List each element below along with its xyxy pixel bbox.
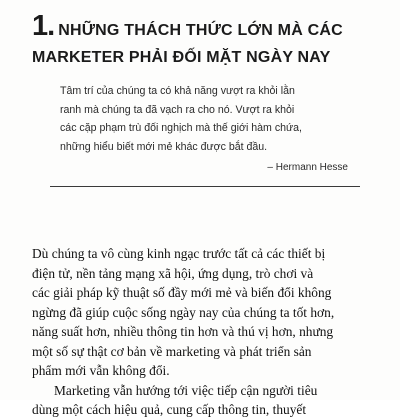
body-line: điện tử, nền tảng mạng xã hội, ứng dụng, trò chơi và [32, 265, 314, 281]
quote-attribution: – Hermann Hesse [267, 162, 348, 173]
quote-divider [50, 186, 360, 187]
body-line: dùng một cách hiệu quả, cung cấp thông tin, thuyết [32, 402, 307, 417]
paragraph-2 [32, 381, 368, 420]
chapter-title-line-2: MARKETER PHẢI ĐỐI MẶT NGÀY NAY [32, 49, 331, 66]
body-line: phẩm mới vẫn không đổi. [32, 363, 170, 378]
quote-line: ranh mà chúng ta đã vạch ra cho nó. Vượt ra khỏi [60, 103, 295, 116]
quote-line: những hiểu biết mới mẻ khác được bắt đầu. [60, 140, 268, 153]
body-line: Dù chúng ta vô cùng kinh ngạc trước tất cả các thiết bị [32, 246, 326, 261]
chapter-heading [32, 10, 392, 69]
body-line: các giải pháp kỹ thuật số đầy mới mẻ và biến đổi không [32, 285, 332, 300]
paragraph-1 [32, 244, 368, 381]
body-text [32, 244, 368, 420]
quote-line: Tâm trí của chúng ta có khả năng vượt ra khỏi lằn [60, 85, 295, 97]
quote-line: các cặp phạm trù đối nghịch mà thế giới hàm chứa, [60, 122, 302, 134]
body-line: năng suất hơn, nhiều thông tin hơn và thú vị hơn, nhưng [32, 324, 334, 339]
epigraph-quote [60, 82, 356, 156]
chapter-number: 1. [32, 10, 55, 42]
body-line: một số sự thật cơ bản về marketing và phát triển sản [32, 343, 312, 359]
body-line: Marketing vẫn hướng tới việc tiếp cận người tiêu [54, 382, 318, 398]
chapter-title-line-1: NHỮNG THÁCH THỨC LỚN MÀ CÁC [58, 22, 343, 39]
body-line: ngừng đã giúp cuộc sống ngày nay của chúng ta tốt hơn, [32, 304, 335, 320]
